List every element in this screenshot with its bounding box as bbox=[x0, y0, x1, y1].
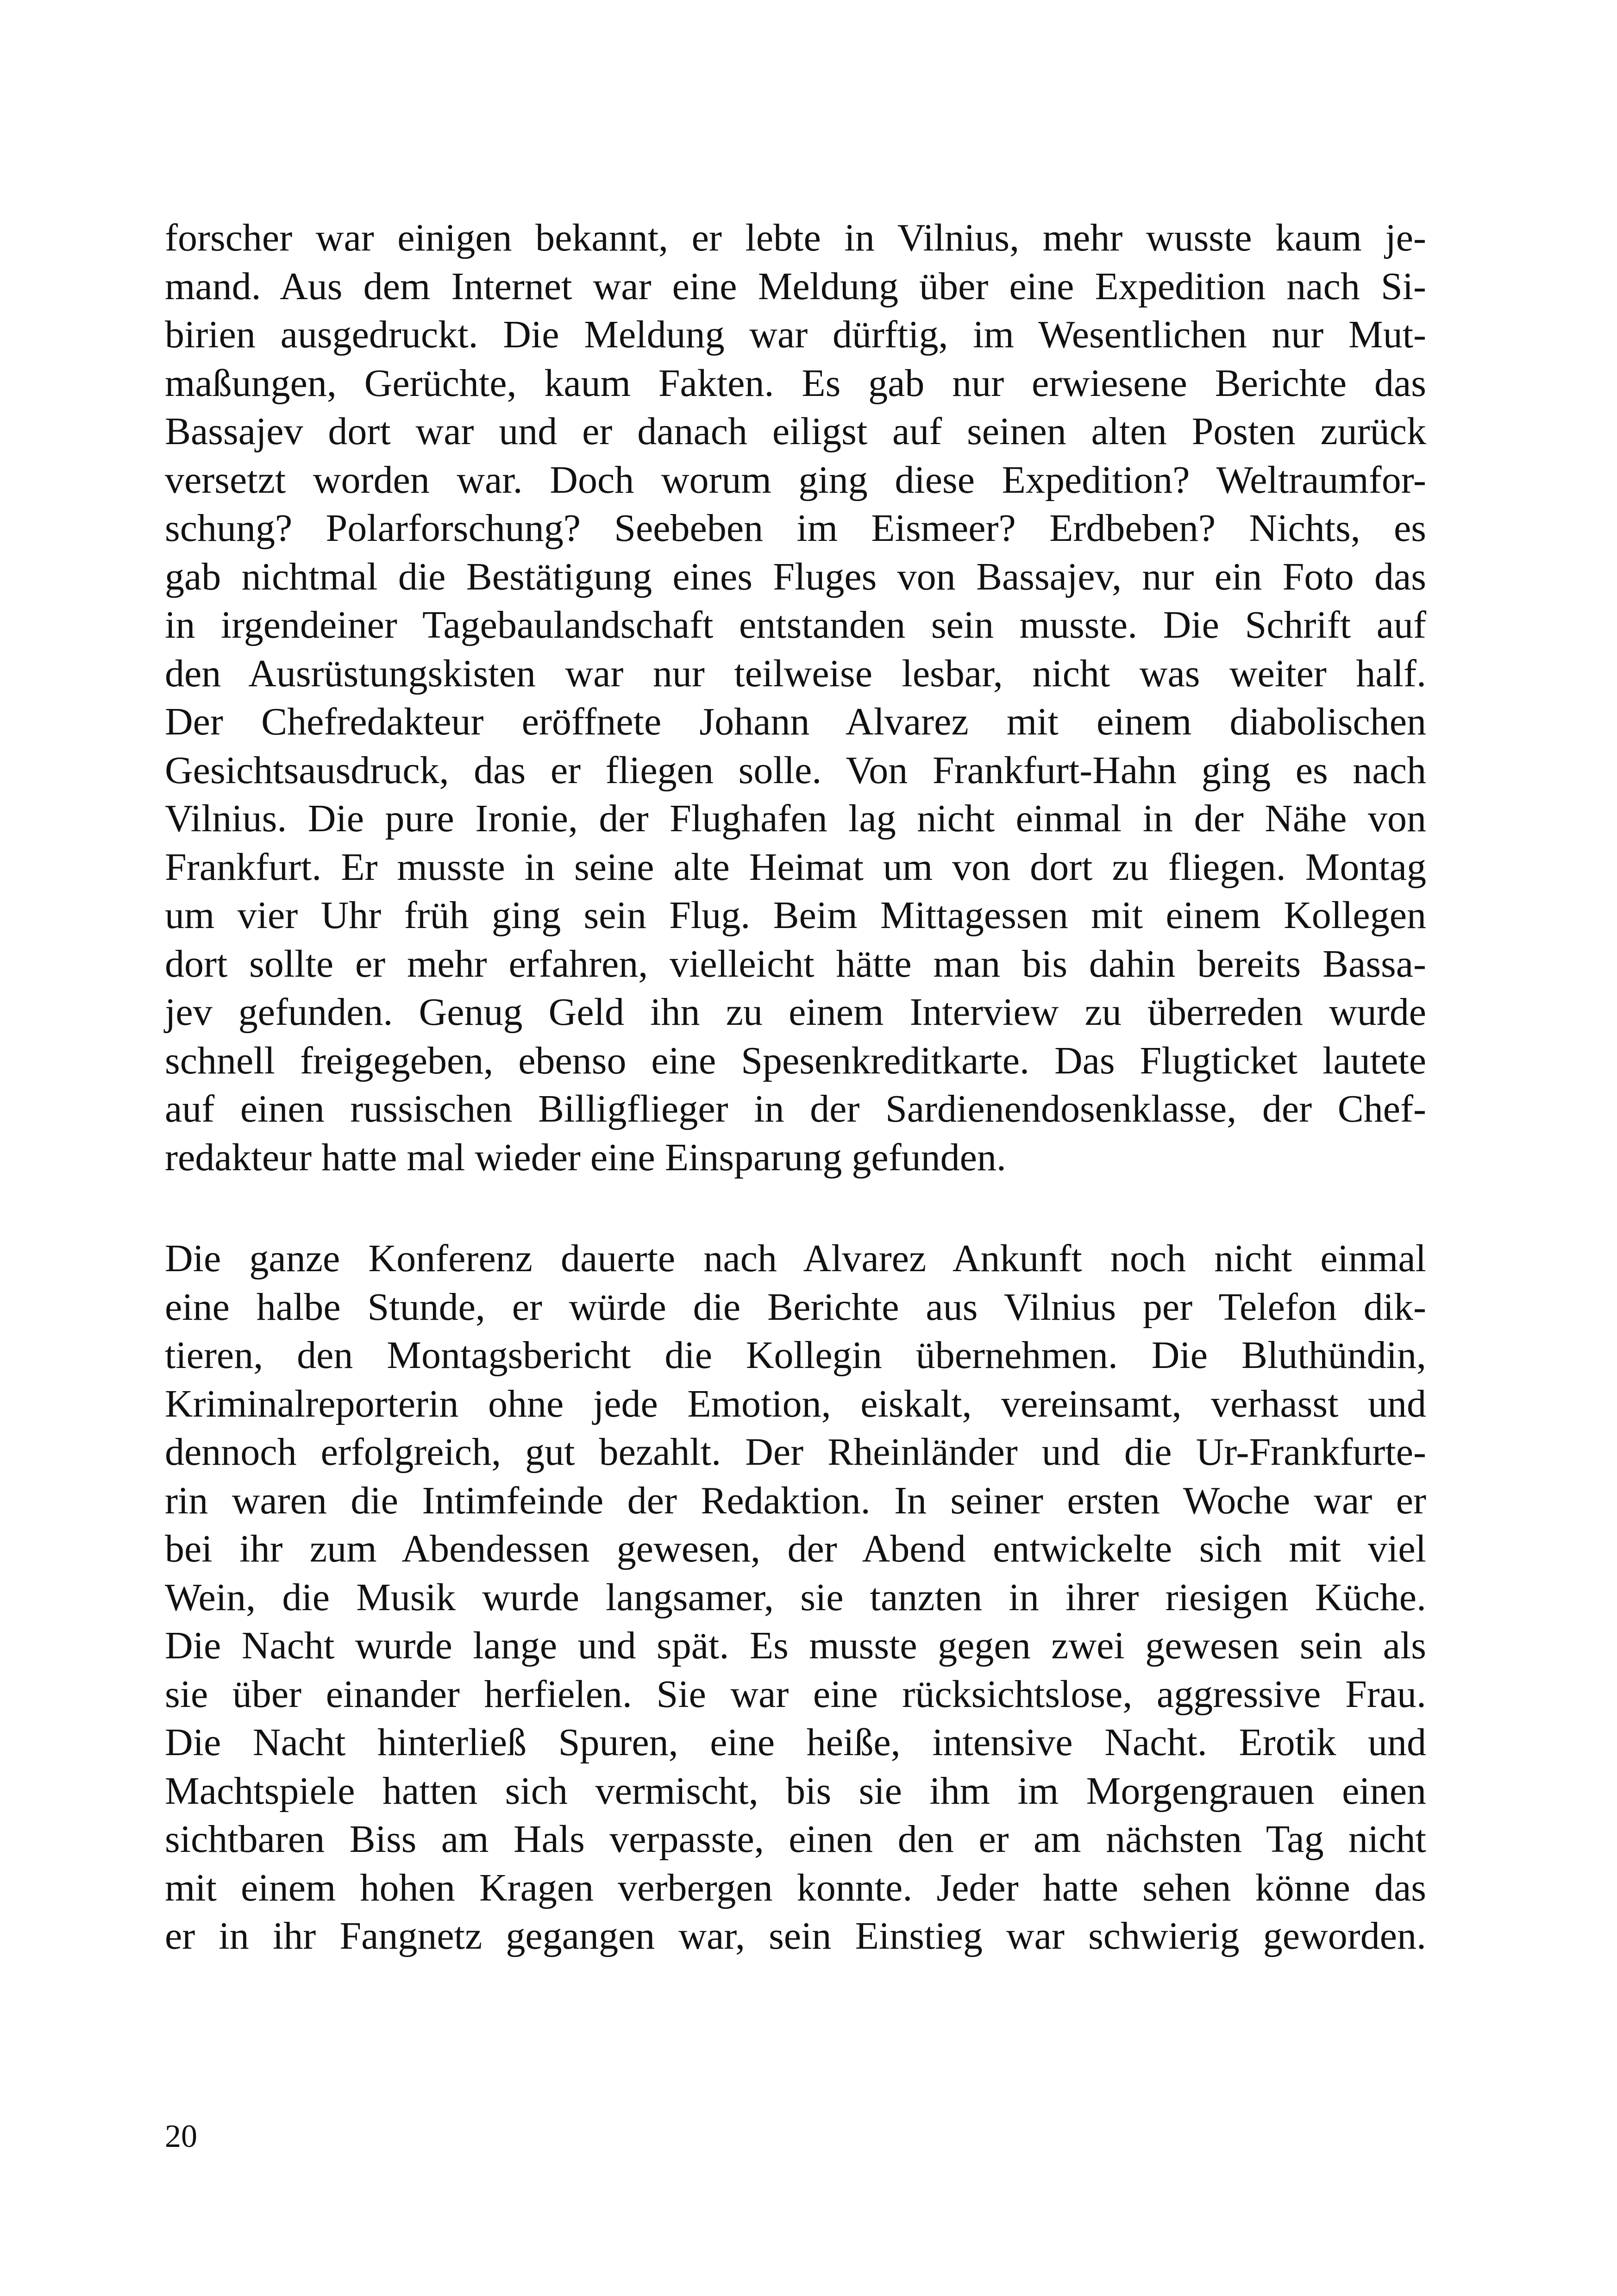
text-line: tieren, den Montagsbericht die Kollegin übernehmen. Die Bluthündin, bbox=[165, 1334, 1426, 1377]
text-line: Vilnius. Die pure Ironie, der Flughafen lag nicht einmal in der Nähe von bbox=[165, 797, 1426, 840]
text-line: forscher war einigen bekannt, er lebte in Vilnius, mehr wusste kaum je- bbox=[165, 216, 1426, 259]
text-line: den Ausrüstungskisten war nur teilweise lesbar, nicht was weiter half. bbox=[165, 652, 1426, 695]
text-line: maßungen, Gerüchte, kaum Fakten. Es gab nur erwiesene Berichte das bbox=[165, 361, 1426, 405]
text-line: jev gefunden. Genug Geld ihn zu einem Interview zu überreden wurde bbox=[165, 991, 1426, 1034]
text-line: er in ihr Fangnetz gegangen war, sein Einstieg war schwierig geworden. bbox=[165, 1914, 1426, 1957]
text-line: eine halbe Stunde, er würde die Berichte aus Vilnius per Telefon dik- bbox=[165, 1285, 1426, 1329]
text-line: versetzt worden war. Doch worum ging diese Expedition? Weltraumfor- bbox=[165, 458, 1426, 502]
text-line: Die ganze Konferenz dauerte nach Alvarez Ankunft noch nicht einmal bbox=[165, 1237, 1426, 1280]
text-line: schung? Polarforschung? Seebeben im Eismeer? Erdbeben? Nichts, es bbox=[165, 507, 1426, 550]
paragraph-2 bbox=[165, 1235, 1426, 1961]
text-line: redakteur hatte mal wieder eine Einsparung gefunden. bbox=[165, 1135, 1006, 1179]
text-line: Frankfurt. Er musste in seine alte Heimat um von dort zu fliegen. Montag bbox=[165, 845, 1426, 889]
text-line: Der Chefredakteur eröffnete Johann Alvarez mit einem diabolischen bbox=[165, 700, 1426, 743]
text-line: dort sollte er mehr erfahren, vielleicht hätte man bis dahin bereits Bassa- bbox=[165, 942, 1426, 985]
text-line: rin waren die Intimfeinde der Redaktion. In seiner ersten Woche war er bbox=[165, 1479, 1426, 1522]
text-line: in irgendeiner Tagebaulandschaft entstanden sein musste. Die Schrift auf bbox=[165, 603, 1426, 646]
text-line: bei ihr zum Abendessen gewesen, der Abend entwickelte sich mit viel bbox=[165, 1527, 1426, 1570]
text-line: birien ausgedruckt. Die Meldung war dürftig, im Wesentlichen nur Mut- bbox=[165, 313, 1426, 356]
paragraph-1 bbox=[165, 214, 1426, 1182]
text-line: Machtspiele hatten sich vermischt, bis sie ihm im Morgengrauen einen bbox=[165, 1769, 1426, 1813]
text-line: Die Nacht hinterließ Spuren, eine heiße, intensive Nacht. Erotik und bbox=[165, 1721, 1426, 1764]
text-line: mit einem hohen Kragen verbergen konnte. Jeder hatte sehen könne das bbox=[165, 1866, 1426, 1909]
text-line: Gesichtsausdruck, das er fliegen solle. Von Frankfurt-Hahn ging es nach bbox=[165, 748, 1426, 792]
text-line: sichtbaren Biss am Hals verpasste, einen den er am nächsten Tag nicht bbox=[165, 1818, 1426, 1861]
text-line: Kriminalreporterin ohne jede Emotion, eiskalt, vereinsamt, verhasst und bbox=[165, 1382, 1426, 1425]
text-line: gab nichtmal die Bestätigung eines Fluges von Bassajev, nur ein Foto das bbox=[165, 555, 1426, 598]
text-line: Bassajev dort war und er danach eiligst auf seinen alten Posten zurück bbox=[165, 410, 1426, 453]
text-line: um vier Uhr früh ging sein Flug. Beim Mittagessen mit einem Kollegen bbox=[165, 894, 1426, 937]
text-line: Die Nacht wurde lange und spät. Es musste gegen zwei gewesen sein als bbox=[165, 1624, 1426, 1667]
text-line: mand. Aus dem Internet war eine Meldung über eine Expedition nach Si- bbox=[165, 264, 1426, 308]
text-line: schnell freigegeben, ebenso eine Spesenkreditkarte. Das Flugticket lautete bbox=[165, 1039, 1426, 1082]
text-line: auf einen russischen Billigflieger in der Sardienendosenklasse, der Chef- bbox=[165, 1087, 1426, 1130]
text-line: dennoch erfolgreich, gut bezahlt. Der Rheinländer und die Ur-Frankfurte- bbox=[165, 1430, 1426, 1474]
text-line: Wein, die Musik wurde langsamer, sie tanzten in ihrer riesigen Küche. bbox=[165, 1575, 1426, 1619]
text-line: sie über einander herfielen. Sie war eine rücksichtslose, aggressive Frau. bbox=[165, 1672, 1426, 1716]
page-number: 20 bbox=[165, 2119, 197, 2154]
